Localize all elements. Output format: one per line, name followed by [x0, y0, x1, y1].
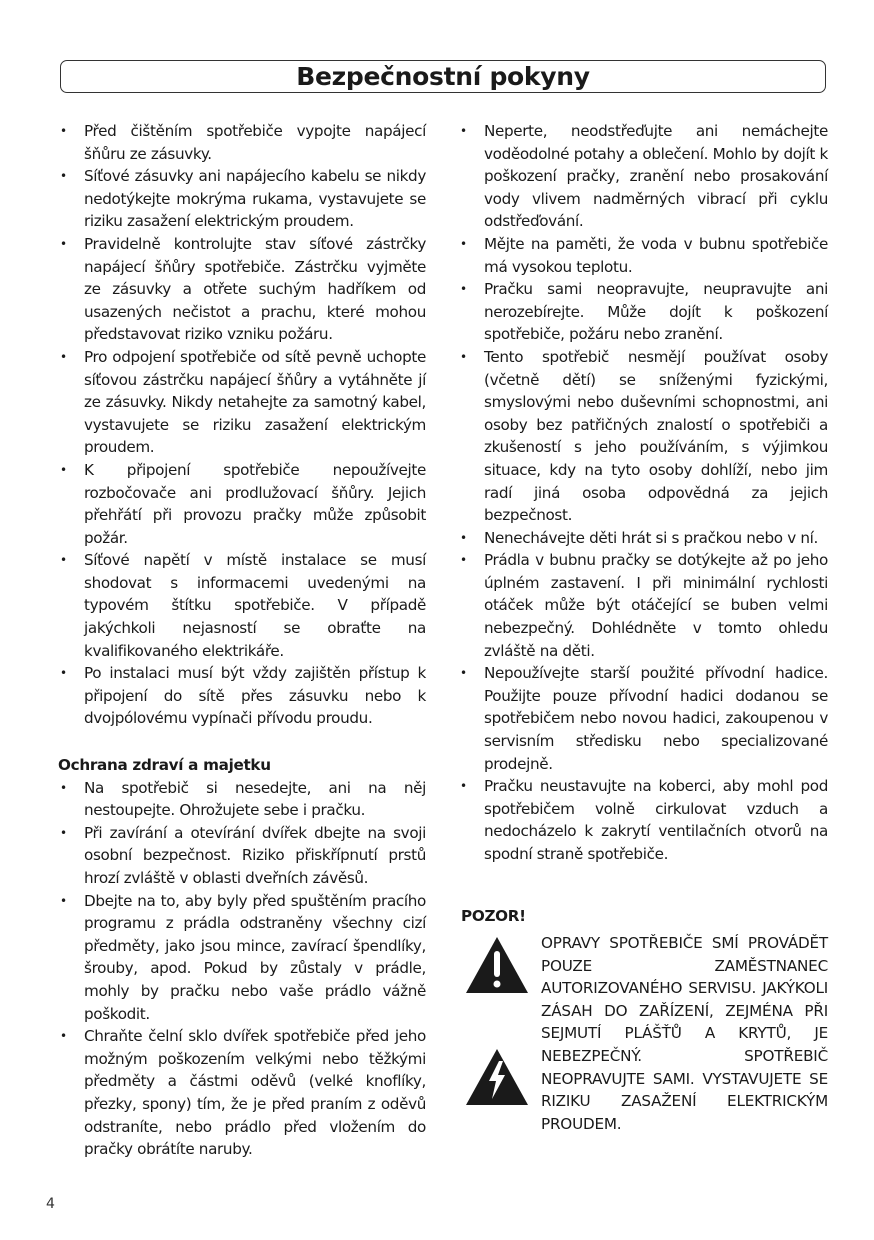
- list-item: • Chraňte čelní sklo dvířek spotřebiče před jeho možným poškozením velkými nebo těžkými předměty a částmi oděvů (velké knoflíky, přezky, spony) tím, že je před praním z oděvů odstraníte, nebo prádlo před vložením do pračky obrátíte naruby.: [58, 1025, 426, 1161]
- list-item: • Síťové zásuvky ani napájecího kabelu se nikdy nedotýkejte mokrýma rukama, vystavujete se riziku zasažení elektrickým proudem.: [58, 165, 426, 233]
- list-item: • K připojení spotřebiče nepoužívejte rozbočovače ani prodlužovací šňůry. Jejich přehřátí při provozu pračky může způsobit požár.: [58, 459, 426, 549]
- list-item: • Pro odpojení spotřebiče od sítě pevně uchopte síťovou zástrčku napájecí šňůry a vytáhněte jí ze zásuvky. Nikdy netahejte za samotný kabel, vystavujete se riziku zasažení elektrickým proudem.: [58, 346, 426, 459]
- health-property-list: [58, 777, 426, 1161]
- right-column: [458, 120, 828, 866]
- list-item: • Před čištěním spotřebiče vypojte napájecí šňůru ze zásuvky.: [58, 120, 426, 165]
- list-item: • Na spotřebič si nesedejte, ani na něj nestoupejte. Ohrožujete sebe i pračku.: [58, 777, 426, 822]
- safety-list: [58, 120, 426, 730]
- left-column: [58, 120, 426, 1161]
- warning-text: OPRAVY SPOTŘEBIČE SMÍ PROVÁDĚT POUZE ZAMĚSTNANEC AUTORIZOVANÉHO SERVISU. JAKÝKOLI ZÁSAH DO ZAŘÍZENÍ, ZEJMÉNA PŘI SEJMUTÍ PLÁŠŤŮ A KRYTŮ, JE NEBEZPEČNÝ. SPOTŘEBIČ NEOPRAVUJTE SAMI. VYSTAVUJETE SE RIZIKU ZASAŽENÍ ELEKTRICKÝM PROUDEM.: [541, 934, 828, 1133]
- list-item: • Pravidelně kontrolujte stav síťové zástrčky napájecí šňůry spotřebiče. Zástrčku vyjměte ze zásuvky a otřete suchým hadříkem od usazených nečistot a prachu, které mohou představovat riziko vzniku požáru.: [58, 233, 426, 346]
- warning-icons: [464, 935, 534, 1107]
- list-item: • Nepoužívejte starší použité přívodní hadice. Použijte pouze přívodní hadici dodanou se spotřebičem nebo novou hadici, zakoupenou v servisním středisku nebo specializované prodejně.: [458, 662, 828, 775]
- list-item: • Nenechávejte děti hrát si s pračkou nebo v ní.: [458, 527, 828, 550]
- list-item: • Síťové napětí v místě instalace se musí shodovat s informacemi uvedenými na typovém štítku spotřebiče. V případě jakýchkoli nejasností se obraťte na kvalifikovaného elektrikáře.: [58, 549, 426, 662]
- list-item: • Pračku neustavujte na koberci, aby mohl pod spotřebičem volně cirkulovat vzduch a nedocházelo k zakrytí ventilačních otvorů na spodní straně spotřebiče.: [458, 775, 828, 865]
- list-item: • Pračku sami neopravujte, neupravujte ani nerozebírejte. Může dojít k poškození spotřebiče, požáru nebo zranění.: [458, 278, 828, 346]
- list-item: • Mějte na paměti, že voda v bubnu spotřebiče má vysokou teplotu.: [458, 233, 828, 278]
- list-item: • Tento spotřebič nesmějí používat osoby (včetně dětí) se sníženými fyzickými, smyslovými nebo duševními schopnostmi, ani osoby bez patřičných znalostí o spotřebiči a zkušeností s jeho používáním, s výjimkou situace, kdy na tyto osoby dohlíží, nebo jim radí jiná osoba odpovědná za jejich bezpečnost.: [458, 346, 828, 527]
- safety-list-continued: [458, 120, 828, 866]
- section-heading: Ochrana zdraví a majetku: [58, 756, 271, 775]
- exclamation-triangle-icon: [464, 935, 530, 995]
- page-title-box: [60, 60, 826, 93]
- lightning-triangle-icon: [464, 1047, 530, 1107]
- list-item: • Při zavírání a otevírání dvířek dbejte na svoji osobní bezpečnost. Riziko přiskřípnutí prstů hrozí zvláště v oblasti dveřních závěsů.: [58, 822, 426, 890]
- list-item: • Dbejte na to, aby byly před spuštěním pracího programu z prádla odstraněny všechny cizí předměty, jako jsou mince, zavírací špendlíky, šrouby, apod. Pokud by zůstaly v prádle, mohly by pračku nebo vaše prádlo vážně poškodit.: [58, 890, 426, 1026]
- list-item: • Prádla v bubnu pračky se dotýkejte až po jeho úplném zastavení. I při minimální rychlosti otáček může být otáčející se buben velmi nebezpečný. Dohlédněte v tomto ohledu zvláště na děti.: [458, 549, 828, 662]
- list-item: • Neperte, neodstřeďujte ani nemáchejte voděodolné potahy a oblečení. Mohlo by dojít k poškození pračky, zranění nebo prosakování vody vlivem nadměrných vibrací při cyklu odstřeďování.: [458, 120, 828, 233]
- warning-title: POZOR!: [461, 907, 526, 925]
- list-item: • Po instalaci musí být vždy zajištěn přístup k připojení do sítě přes zásuvku nebo k dvojpólovému vypínači přívodu proudu.: [58, 662, 426, 730]
- page-number: 4: [46, 1196, 55, 1212]
- page-title: Bezpečnostní pokyny: [296, 62, 590, 91]
